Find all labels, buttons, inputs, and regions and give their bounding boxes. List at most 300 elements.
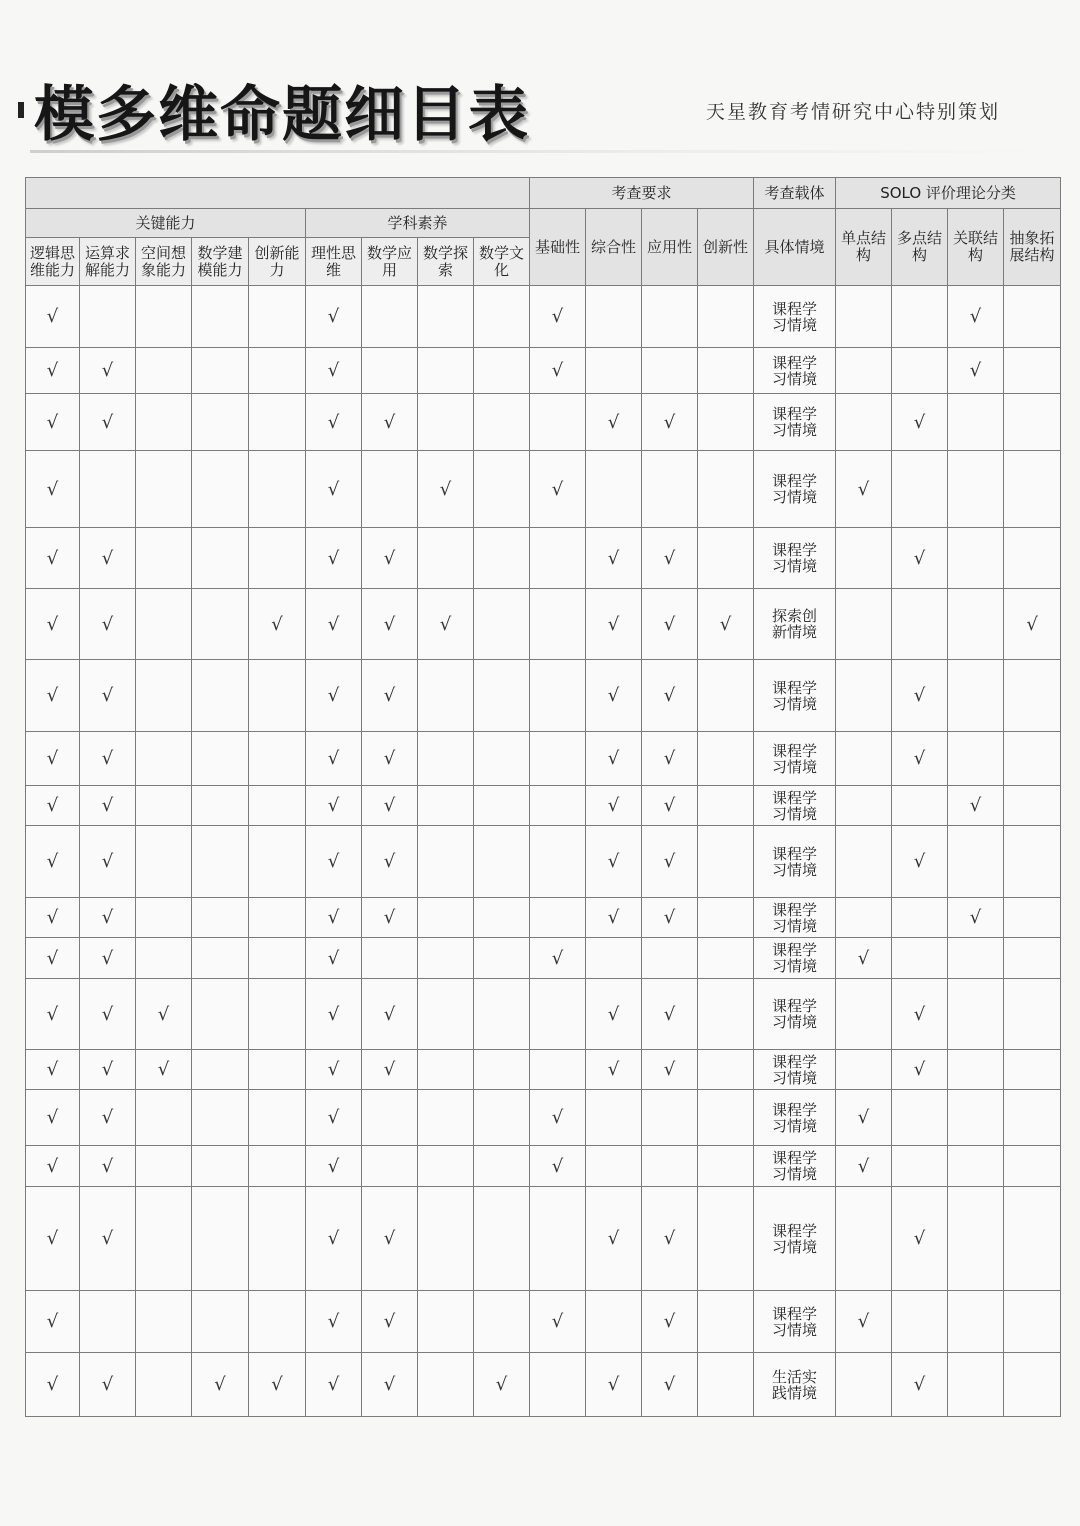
context-cell xyxy=(754,1291,836,1353)
context-cell xyxy=(754,826,836,898)
check-mark: √ xyxy=(46,613,59,635)
check-mark: √ xyxy=(663,748,676,769)
table-cell xyxy=(1004,1187,1061,1291)
check-mark: √ xyxy=(46,795,59,816)
table-cell xyxy=(948,1353,1004,1417)
context-label: 生活实践情境 xyxy=(772,1367,818,1402)
check-mark: √ xyxy=(383,907,396,928)
check-mark: √ xyxy=(46,411,59,433)
table-cell xyxy=(362,1146,418,1187)
context-label: 探索创新情境 xyxy=(772,607,818,641)
table-cell xyxy=(249,348,306,394)
table-cell xyxy=(892,1146,948,1187)
table-cell xyxy=(26,1187,80,1291)
table-cell xyxy=(192,898,249,938)
table-cell xyxy=(362,732,418,786)
check-mark: √ xyxy=(913,748,926,769)
table-cell xyxy=(642,898,698,938)
table-cell xyxy=(530,826,586,898)
table-cell xyxy=(80,732,136,786)
table-cell xyxy=(418,348,474,394)
context-cell xyxy=(754,786,836,826)
context-cell xyxy=(754,898,836,938)
table-cell xyxy=(1004,348,1061,394)
table-cell xyxy=(418,786,474,826)
table-cell xyxy=(698,786,754,826)
table-cell xyxy=(836,451,892,528)
column-header: 理性思维 xyxy=(306,238,362,286)
check-mark: √ xyxy=(663,411,676,433)
check-mark: √ xyxy=(46,1374,59,1395)
table-cell xyxy=(892,938,948,979)
check-mark: √ xyxy=(913,1374,926,1395)
table-cell xyxy=(80,528,136,589)
table-cell xyxy=(249,1187,306,1291)
table-cell xyxy=(418,1353,474,1417)
check-mark: √ xyxy=(383,795,396,816)
context-cell xyxy=(754,660,836,732)
check-mark: √ xyxy=(439,613,452,635)
table-cell xyxy=(948,451,1004,528)
table-cell xyxy=(698,528,754,589)
table-row xyxy=(26,898,1061,938)
table-cell xyxy=(136,938,192,979)
table-cell xyxy=(642,451,698,528)
check-mark: √ xyxy=(327,907,340,928)
table-cell xyxy=(948,348,1004,394)
check-mark: √ xyxy=(607,547,620,569)
table-row xyxy=(26,451,1061,528)
table-cell xyxy=(586,451,642,528)
table-cell xyxy=(474,348,530,394)
context-cell xyxy=(754,1187,836,1291)
table-cell xyxy=(698,938,754,979)
context-cell xyxy=(754,1353,836,1417)
table-cell xyxy=(586,786,642,826)
table-cell xyxy=(474,394,530,451)
table-row xyxy=(26,528,1061,589)
check-mark: √ xyxy=(663,1374,676,1395)
context-label: 课程学习情境 xyxy=(772,541,818,575)
table-cell xyxy=(306,660,362,732)
table-cell xyxy=(80,660,136,732)
table-cell xyxy=(836,1187,892,1291)
check-mark: √ xyxy=(663,613,676,635)
table-cell xyxy=(530,348,586,394)
table-cell xyxy=(836,528,892,589)
check-mark: √ xyxy=(327,1107,340,1128)
column-header: 应用性 xyxy=(642,209,698,286)
table-cell xyxy=(474,1353,530,1417)
check-mark: √ xyxy=(46,547,59,569)
table-cell xyxy=(948,786,1004,826)
table-cell xyxy=(26,732,80,786)
check-mark: √ xyxy=(101,947,114,969)
table-row xyxy=(26,1090,1061,1146)
table-cell xyxy=(249,826,306,898)
check-mark: √ xyxy=(607,1228,620,1249)
column-header: 单点结构 xyxy=(836,209,892,286)
table-cell xyxy=(192,394,249,451)
table-cell xyxy=(26,938,80,979)
table-cell xyxy=(306,1353,362,1417)
table-cell xyxy=(192,660,249,732)
table-cell xyxy=(249,589,306,660)
check-mark: √ xyxy=(551,360,564,381)
table-row xyxy=(26,1146,1061,1187)
check-mark: √ xyxy=(101,613,114,635)
table-cell xyxy=(80,979,136,1050)
check-mark: √ xyxy=(383,1003,396,1025)
table-cell xyxy=(136,826,192,898)
check-mark: √ xyxy=(607,795,620,816)
table-cell xyxy=(698,589,754,660)
check-mark: √ xyxy=(101,748,114,769)
check-mark: √ xyxy=(46,360,59,381)
table-cell xyxy=(530,1146,586,1187)
context-cell xyxy=(754,938,836,979)
table-cell xyxy=(1004,1291,1061,1353)
check-mark: √ xyxy=(969,795,982,816)
table-cell xyxy=(892,1291,948,1353)
context-label: 课程学习情境 xyxy=(772,472,818,506)
table-cell xyxy=(892,786,948,826)
table-cell xyxy=(530,394,586,451)
table-cell xyxy=(836,1050,892,1090)
check-mark: √ xyxy=(46,851,59,872)
table-cell xyxy=(836,898,892,938)
check-mark: √ xyxy=(607,1059,620,1080)
table-cell xyxy=(530,786,586,826)
table-cell xyxy=(698,660,754,732)
table-cell xyxy=(948,826,1004,898)
check-mark: √ xyxy=(101,851,114,872)
table-cell xyxy=(362,786,418,826)
table-cell xyxy=(642,286,698,348)
check-mark: √ xyxy=(607,685,620,706)
header-blank xyxy=(26,178,530,209)
table-cell xyxy=(249,1146,306,1187)
table-cell xyxy=(362,589,418,660)
table-cell xyxy=(418,394,474,451)
table-cell xyxy=(530,898,586,938)
table-cell xyxy=(698,1291,754,1353)
table-cell xyxy=(136,1146,192,1187)
table-cell xyxy=(418,286,474,348)
check-mark: √ xyxy=(271,1374,283,1395)
table-cell xyxy=(362,528,418,589)
table-cell xyxy=(642,394,698,451)
table-cell xyxy=(642,732,698,786)
table-cell xyxy=(306,286,362,348)
context-cell xyxy=(754,394,836,451)
table-cell xyxy=(192,1050,249,1090)
table-cell xyxy=(836,1291,892,1353)
table-cell xyxy=(892,451,948,528)
table-cell xyxy=(1004,1353,1061,1417)
check-mark: √ xyxy=(327,613,340,635)
table-cell xyxy=(892,348,948,394)
table-cell xyxy=(836,1090,892,1146)
check-mark: √ xyxy=(101,1228,114,1249)
table-cell xyxy=(642,1050,698,1090)
table-cell xyxy=(306,394,362,451)
table-cell xyxy=(249,1050,306,1090)
check-mark: √ xyxy=(101,360,114,381)
table-cell xyxy=(642,528,698,589)
table-cell xyxy=(362,979,418,1050)
table-cell xyxy=(306,1291,362,1353)
table-cell xyxy=(586,660,642,732)
context-cell xyxy=(754,1050,836,1090)
table-cell xyxy=(192,1090,249,1146)
check-mark: √ xyxy=(663,1311,676,1332)
context-label: 课程学习情境 xyxy=(772,1221,818,1256)
table-cell xyxy=(80,589,136,660)
table-cell xyxy=(698,1187,754,1291)
table-cell xyxy=(586,1353,642,1417)
table-cell xyxy=(892,1187,948,1291)
table-cell xyxy=(892,732,948,786)
context-cell xyxy=(754,732,836,786)
table-cell xyxy=(249,451,306,528)
table-cell xyxy=(892,589,948,660)
table-cell xyxy=(1004,286,1061,348)
table-cell xyxy=(418,898,474,938)
table-cell xyxy=(642,1146,698,1187)
table-cell xyxy=(836,286,892,348)
check-mark: √ xyxy=(101,1155,114,1177)
table-cell xyxy=(306,1090,362,1146)
table-cell xyxy=(306,1050,362,1090)
table-row xyxy=(26,786,1061,826)
table-cell xyxy=(474,286,530,348)
table-cell xyxy=(892,898,948,938)
check-mark: √ xyxy=(969,907,982,928)
table-cell xyxy=(418,732,474,786)
table-cell xyxy=(586,1291,642,1353)
check-mark: √ xyxy=(383,1311,396,1332)
context-cell xyxy=(754,979,836,1050)
check-mark: √ xyxy=(46,1003,59,1025)
table-cell xyxy=(530,1187,586,1291)
check-mark: √ xyxy=(101,1374,114,1395)
table-cell xyxy=(306,979,362,1050)
table-cell xyxy=(1004,979,1061,1050)
check-mark: √ xyxy=(551,1107,564,1128)
table-cell xyxy=(192,1146,249,1187)
table-cell xyxy=(80,898,136,938)
context-label: 课程学习情境 xyxy=(772,900,818,935)
table-cell xyxy=(418,589,474,660)
table-row xyxy=(26,1050,1061,1090)
table-cell xyxy=(698,1050,754,1090)
table-cell xyxy=(362,660,418,732)
table-cell xyxy=(1004,1050,1061,1090)
column-header: 数学探索 xyxy=(418,238,474,286)
check-mark: √ xyxy=(101,1003,114,1025)
table-cell xyxy=(836,938,892,979)
check-mark: √ xyxy=(383,748,396,769)
table-cell xyxy=(136,1187,192,1291)
check-mark: √ xyxy=(439,478,452,500)
table-row xyxy=(26,348,1061,394)
table-cell xyxy=(642,589,698,660)
check-mark: √ xyxy=(383,411,396,433)
check-mark: √ xyxy=(327,1228,340,1249)
table-cell xyxy=(80,1090,136,1146)
table-row xyxy=(26,1353,1061,1417)
table-cell xyxy=(306,938,362,979)
check-mark: √ xyxy=(46,1155,59,1177)
table-cell xyxy=(836,826,892,898)
table-cell xyxy=(306,451,362,528)
table-cell xyxy=(192,979,249,1050)
table-cell xyxy=(192,786,249,826)
table-cell xyxy=(474,660,530,732)
title-mark xyxy=(18,102,24,118)
table-cell xyxy=(474,528,530,589)
table-cell xyxy=(306,589,362,660)
check-mark: √ xyxy=(101,685,114,706)
table-cell xyxy=(586,348,642,394)
check-mark: √ xyxy=(214,1374,226,1395)
context-label: 课程学习情境 xyxy=(772,844,818,879)
table-cell xyxy=(26,1146,80,1187)
context-label: 课程学习情境 xyxy=(772,299,818,334)
table-cell xyxy=(474,589,530,660)
table-cell xyxy=(836,394,892,451)
table-cell xyxy=(418,1187,474,1291)
table-cell xyxy=(26,898,80,938)
check-mark: √ xyxy=(46,907,59,928)
check-mark: √ xyxy=(607,1374,620,1395)
table-cell xyxy=(530,451,586,528)
table-cell xyxy=(26,1353,80,1417)
table-cell xyxy=(642,1187,698,1291)
table-cell xyxy=(586,286,642,348)
table-cell xyxy=(698,394,754,451)
check-mark: √ xyxy=(327,685,340,706)
check-mark: √ xyxy=(857,478,870,500)
table-cell xyxy=(418,1090,474,1146)
check-mark: √ xyxy=(551,947,564,969)
table-cell xyxy=(192,826,249,898)
check-mark: √ xyxy=(101,907,114,928)
table-cell xyxy=(136,394,192,451)
table-cell xyxy=(474,979,530,1050)
table-cell xyxy=(948,1146,1004,1187)
table-cell xyxy=(836,979,892,1050)
table-cell xyxy=(26,1050,80,1090)
table-cell xyxy=(836,589,892,660)
check-mark: √ xyxy=(663,685,676,706)
table-cell xyxy=(418,451,474,528)
table-cell xyxy=(836,1353,892,1417)
table-cell xyxy=(249,286,306,348)
table-cell xyxy=(362,1050,418,1090)
check-mark: √ xyxy=(383,613,396,635)
table-cell xyxy=(948,286,1004,348)
table-cell xyxy=(26,1291,80,1353)
check-mark: √ xyxy=(663,1003,676,1025)
table-cell xyxy=(80,826,136,898)
check-mark: √ xyxy=(495,1374,508,1395)
table-cell xyxy=(836,732,892,786)
table-cell xyxy=(474,1146,530,1187)
context-label: 课程学习情境 xyxy=(772,1149,818,1183)
check-mark: √ xyxy=(327,947,340,969)
context-label: 课程学习情境 xyxy=(772,997,818,1031)
table-cell xyxy=(474,826,530,898)
check-mark: √ xyxy=(46,748,59,769)
column-header: 多点结构 xyxy=(892,209,948,286)
table-cell xyxy=(530,732,586,786)
table-cell xyxy=(26,660,80,732)
table-cell xyxy=(192,1187,249,1291)
table-cell xyxy=(192,1353,249,1417)
column-header: 具体情境 xyxy=(754,209,836,286)
check-mark: √ xyxy=(46,1107,59,1128)
page-subtitle: 天星教育考情研究中心特别策划 xyxy=(705,101,1000,123)
table-cell xyxy=(586,826,642,898)
table-cell xyxy=(586,1050,642,1090)
check-mark: √ xyxy=(857,1311,870,1332)
check-mark: √ xyxy=(913,685,926,706)
table-cell xyxy=(586,898,642,938)
context-label: 课程学习情境 xyxy=(772,788,818,823)
table-row xyxy=(26,589,1061,660)
table-cell xyxy=(698,732,754,786)
column-header: 抽象拓展结构 xyxy=(1004,209,1061,286)
table-cell xyxy=(698,1353,754,1417)
column-header: 数学文化 xyxy=(474,238,530,286)
table-cell xyxy=(192,528,249,589)
table-cell xyxy=(362,348,418,394)
table-cell xyxy=(362,826,418,898)
table-cell xyxy=(586,589,642,660)
table-cell xyxy=(249,1090,306,1146)
table-cell xyxy=(586,528,642,589)
table-cell xyxy=(136,732,192,786)
table-cell xyxy=(26,589,80,660)
table-cell xyxy=(418,660,474,732)
table-cell xyxy=(892,1353,948,1417)
context-label: 课程学习情境 xyxy=(772,1100,818,1135)
page-title: 模多维命题细目表 xyxy=(34,80,530,150)
check-mark: √ xyxy=(327,748,340,769)
table-cell xyxy=(362,1090,418,1146)
table-cell xyxy=(136,660,192,732)
table-cell xyxy=(80,348,136,394)
table-cell xyxy=(836,348,892,394)
check-mark: √ xyxy=(157,1059,170,1080)
table-cell xyxy=(948,732,1004,786)
table-cell xyxy=(530,979,586,1050)
table-cell xyxy=(474,786,530,826)
table-cell xyxy=(948,938,1004,979)
column-header: 空间想象能力 xyxy=(136,238,192,286)
table-cell xyxy=(192,938,249,979)
table-cell xyxy=(586,1146,642,1187)
table-cell xyxy=(136,528,192,589)
check-mark: √ xyxy=(551,306,564,327)
table-cell xyxy=(474,1187,530,1291)
table-cell xyxy=(192,589,249,660)
table-cell xyxy=(892,1050,948,1090)
table-cell xyxy=(642,1291,698,1353)
table-cell xyxy=(474,1291,530,1353)
